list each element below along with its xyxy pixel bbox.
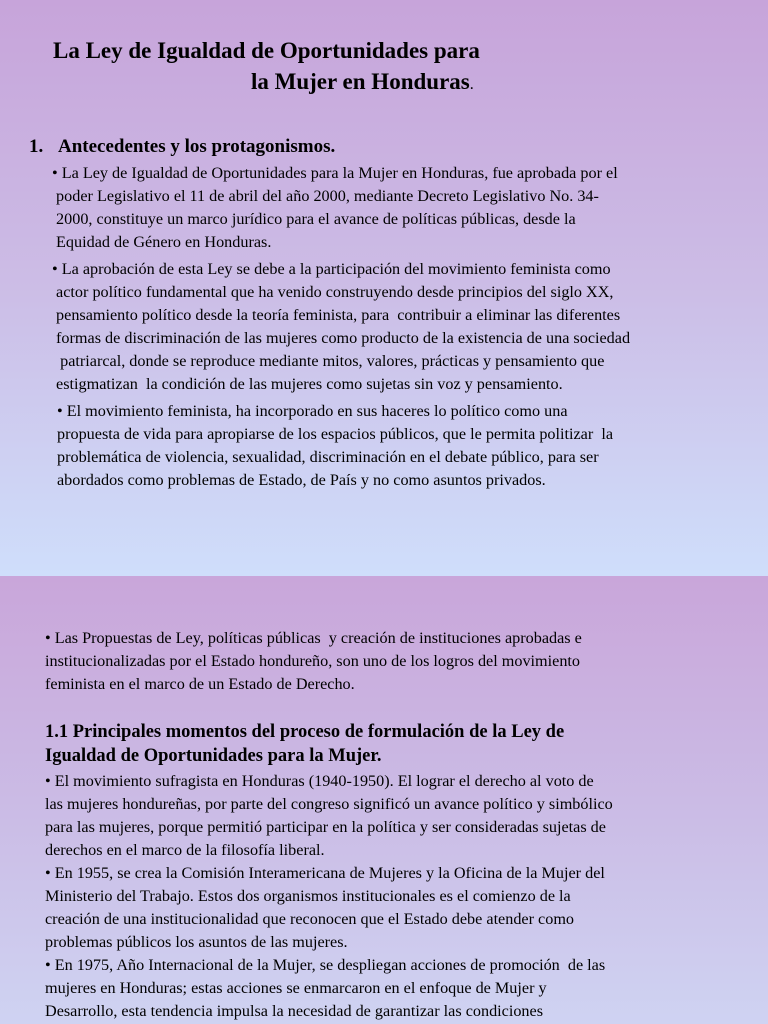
section-heading-text: Antecedentes y los protagonismos. — [58, 136, 336, 157]
paragraph-incorporacion-politica: • El movimiento feminista, ha incorporado en sus haceres lo político como una propuesta de vida para apropiarse de los espacios públicos, que le permita politizar la problemática de violencia, sexualidad, discriminación en el debate público, para ser abordados como problemas de Estado, de País y no como asuntos privados. — [57, 402, 614, 489]
slide-title-dot: . — [469, 76, 474, 93]
section-number: 1. — [29, 136, 44, 157]
paragraph-momentos-historicos: • El movimiento sufragista en Honduras (1940-1950). El lograr el derecho al voto de las mujeres hondureñas, por parte del congreso significó un avance político y simbólico para las mujeres, porque permitió participar en la política y ser consideradas sujetas de derechos en el marco de la filosofía liberal. • En 1955, se crea la Comisión Interamericana de Mujeres y la Oficina de la Mujer del Ministerio del Trabajo. Estos dos organismos institucionales es el comienzo de la creación de una institucionalidad que reconocen que el Estado debe atender como problemas públicos los asuntos de las mujeres. • En 1975, Año Internacional de la Mujer, se despliegan acciones de promoción de las mujeres en Honduras; estas acciones se enmarcaron en el enfoque de Mujer y Desarrollo, esta tendencia impulsa la necesidad de garantizar las condiciones — [45, 772, 613, 1020]
section-heading — [29, 135, 335, 159]
slide-title-line-2-text: la Mujer en Honduras — [251, 69, 470, 94]
paragraph-movimiento-feminista: • La aprobación de esta Ley se debe a la participación del movimiento feminista como actor político fundamental que ha venido construyendo desde principios del siglo XX, pensamiento político desde la teoría feminista, para contribuir a eliminar las diferentes formas de discriminación de las mujeres como producto de la existencia de una sociedad patriarcal, donde se reproduce mediante mitos, valores, prácticas y pensamiento que estigmatizan la condición de las mujeres como sujetas sin voz y pensamiento. — [52, 260, 631, 393]
paragraph-propuestas-de-ley: • Las Propuestas de Ley, políticas públicas y creación de instituciones aprobadas e institucionalizadas por el Estado hondureño, son uno de los logros del movimiento feminista en el marco de un Estado de Derecho. — [45, 629, 582, 693]
slide-title-line-2 — [251, 68, 474, 99]
paragraph-ley-aprobacion: • La Ley de Igualdad de Oportunidades para la Mujer en Honduras, fue aprobada por el poder Legislativo el 11 de abril del año 2000, mediante Decreto Legislativo No. 34- 2000, constituye un marco jurídico para el avance de políticas públicas, desde la Equidad de Género en Honduras. — [52, 164, 618, 251]
slide-2 — [0, 576, 768, 1024]
slide-title-line-1: La Ley de Igualdad de Oportunidades para — [53, 38, 480, 63]
subsection-heading: 1.1 Principales momentos del proceso de formulación de la Ley de Igualdad de Oportunidades para la Mujer. — [45, 722, 565, 766]
